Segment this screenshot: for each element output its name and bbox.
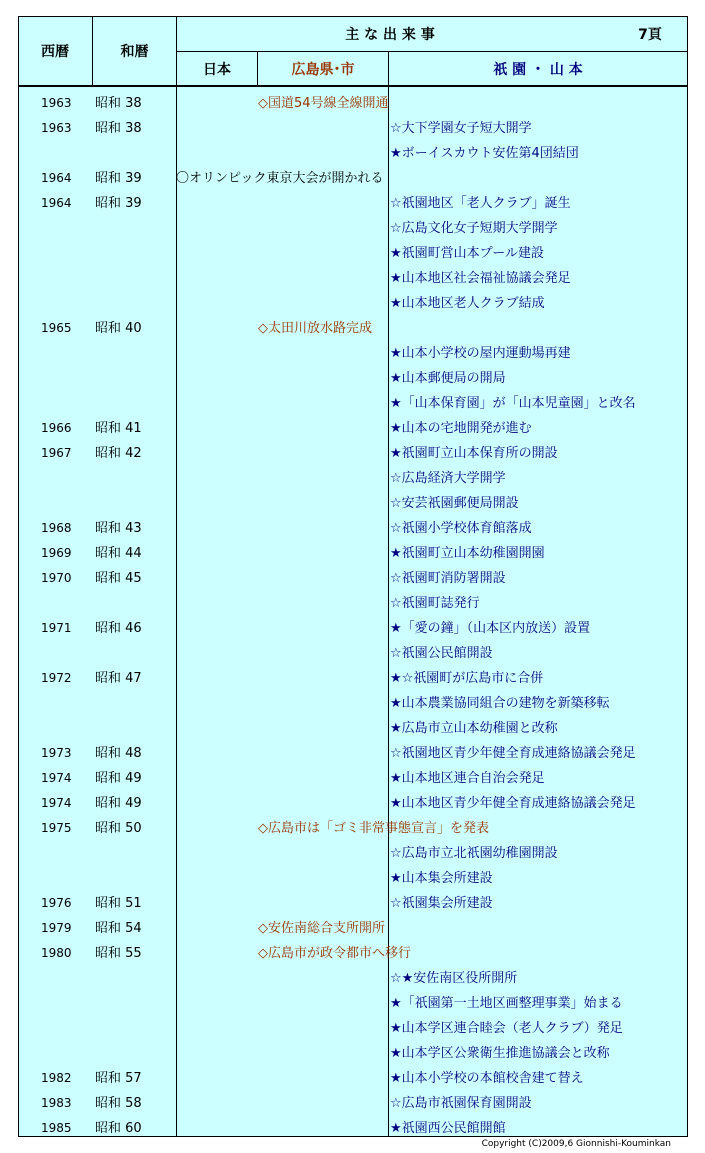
table-row (18, 266, 688, 291)
table-row (18, 666, 688, 691)
table-row (18, 641, 688, 666)
local-event-cell: ★広島市立山本幼稚園と改称 (390, 721, 558, 736)
local-event-cell: ★「愛の鐘」（山本区内放送）設置 (390, 621, 591, 636)
table-row (18, 616, 688, 641)
copyright-footer: Copyright (C)2009,6 Gionnishi-Kouminkan (481, 1139, 671, 1149)
pref-event-cell: ◇広島市が政令都市へ移行 (258, 946, 411, 961)
year-cell: 1969 (41, 546, 72, 560)
local-event-cell: ★山本集会所建設 (390, 871, 493, 886)
year-cell: 1974 (41, 796, 72, 810)
era-cell: 昭和 57 (95, 1071, 142, 1086)
local-event-cell: ☆広島市立北祇園幼稚園開設 (390, 846, 558, 861)
local-event-cell: ★山本地区老人クラブ結成 (390, 296, 545, 311)
era-cell: 昭和 47 (95, 671, 142, 686)
era-cell: 昭和 60 (95, 1121, 142, 1136)
era-cell: 昭和 50 (95, 821, 142, 836)
year-cell: 1972 (41, 671, 72, 685)
pref-event-cell: ◇国道54号線全線開通 (258, 96, 389, 111)
local-event-cell: ★☆祇園町が広島市に合併 (390, 671, 544, 686)
header-local: 祇 園 ・ 山 本 (493, 61, 583, 78)
local-event-cell: ★「山本保育園」が「山本児童園」と改名 (390, 396, 636, 411)
local-event-cell: ★山本小学校の本館校舎建て替え (390, 1071, 584, 1086)
table-row (18, 341, 688, 366)
local-event-cell: ★山本学区連合睦会（老人クラブ）発足 (390, 1021, 623, 1036)
page-number: 7頁 (638, 27, 662, 43)
local-event-cell: ★「祇園第一土地区画整理事業」始まる (390, 996, 623, 1011)
header-era: 和暦 (120, 44, 149, 60)
era-cell: 昭和 55 (95, 946, 142, 961)
table-row (18, 816, 688, 841)
table-row (18, 866, 688, 891)
local-event-cell: ☆祇園集会所建設 (390, 896, 493, 911)
local-event-cell: ☆★安佐南区役所開所 (390, 971, 518, 986)
local-event-cell: ☆祇園町誌発行 (390, 596, 480, 611)
local-event-cell: ☆祇園小学校体育館落成 (390, 521, 532, 536)
year-cell: 1975 (41, 821, 72, 835)
local-event-cell: ★山本地区青少年健全育成連絡協議会発足 (390, 796, 636, 811)
header-japan: 日本 (203, 61, 231, 78)
local-event-cell: ☆安芸祇園郵便局開設 (390, 496, 519, 511)
table-row (18, 91, 688, 116)
pref-event-cell: ◇広島市は「ゴミ非常事態宣言」を発表 (258, 821, 489, 836)
table-row (18, 1041, 688, 1066)
local-event-cell: ★山本農業協同組合の建物を新築移転 (390, 696, 610, 711)
year-cell: 1964 (41, 171, 72, 185)
era-cell: 昭和 41 (95, 421, 142, 436)
table-row (18, 141, 688, 166)
local-event-cell: ★祇園町立山本幼稚園開園 (390, 546, 545, 561)
year-cell: 1964 (41, 196, 72, 210)
era-cell: 昭和 49 (95, 771, 142, 786)
era-cell: 昭和 38 (95, 121, 142, 136)
table-row (18, 891, 688, 916)
table-row (18, 541, 688, 566)
local-event-cell: ★山本地区連合自治会発足 (390, 771, 545, 786)
table-row (18, 1116, 688, 1141)
local-event-cell: ★山本地区社会福祉協議会発足 (390, 271, 571, 286)
table-row (18, 291, 688, 316)
table-row (18, 591, 688, 616)
year-cell: 1966 (41, 421, 72, 435)
table-row (18, 1066, 688, 1091)
era-cell: 昭和 46 (95, 621, 142, 636)
year-cell: 1971 (41, 621, 72, 635)
table-row (18, 966, 688, 991)
table-row (18, 391, 688, 416)
table-row (18, 791, 688, 816)
local-event-cell: ★山本郵便局の開局 (390, 371, 506, 386)
table-row (18, 766, 688, 791)
local-event-cell: ☆祇園地区青少年健全育成連絡協議会発足 (390, 746, 636, 761)
local-event-cell: ☆広島文化女子短期大学開学 (390, 221, 558, 236)
local-event-cell: ★祇園西公民館開館 (390, 1121, 506, 1136)
local-event-cell: ★山本学区公衆衛生推進協議会と改称 (390, 1046, 610, 1061)
table-row (18, 441, 688, 466)
table-row (18, 466, 688, 491)
local-event-cell: ☆広島市祇園保育園開設 (390, 1096, 532, 1111)
local-event-cell: ☆祇園町消防署開設 (390, 571, 506, 586)
header-main-events: 主 な 出 来 事 (345, 27, 435, 43)
year-cell: 1965 (41, 321, 72, 335)
era-cell: 昭和 44 (95, 546, 142, 561)
table-row (18, 941, 688, 966)
era-cell: 昭和 58 (95, 1096, 142, 1111)
local-event-cell: ☆祇園公民館開設 (390, 646, 493, 661)
header-bottom-line (18, 85, 688, 87)
table-row (18, 241, 688, 266)
year-cell: 1968 (41, 521, 72, 535)
table-row (18, 1091, 688, 1116)
year-cell: 1982 (41, 1071, 72, 1085)
table-row (18, 1016, 688, 1041)
local-event-cell: ★祇園町営山本プール建設 (390, 246, 545, 261)
era-cell: 昭和 39 (95, 196, 142, 211)
local-event-cell: ★山本小学校の屋内運動場再建 (390, 346, 571, 361)
year-cell: 1963 (41, 96, 72, 110)
year-cell: 1974 (41, 771, 72, 785)
year-cell: 1985 (41, 1121, 72, 1135)
table-row (18, 491, 688, 516)
era-cell: 昭和 42 (95, 446, 142, 461)
table-row (18, 166, 688, 191)
era-cell: 昭和 39 (95, 171, 142, 186)
era-cell: 昭和 43 (95, 521, 142, 536)
year-cell: 1979 (41, 921, 72, 935)
year-cell: 1963 (41, 121, 72, 135)
table-row (18, 841, 688, 866)
local-event-cell: ★山本の宅地開発が進む (390, 421, 532, 436)
local-event-cell: ★ボーイスカウト安佐第4団結団 (390, 146, 579, 161)
local-event-cell: ★祇園町立山本保育所の開設 (390, 446, 558, 461)
era-cell: 昭和 40 (95, 321, 142, 336)
table-row (18, 116, 688, 141)
local-event-cell: ☆大下学園女子短大開学 (390, 121, 532, 136)
era-cell: 昭和 38 (95, 96, 142, 111)
table-row (18, 691, 688, 716)
year-cell: 1967 (41, 446, 72, 460)
year-cell: 1970 (41, 571, 72, 585)
pref-event-cell: ◇太田川放水路完成 (258, 321, 372, 336)
table-row (18, 566, 688, 591)
table-row (18, 916, 688, 941)
pref-event-cell: ◇安佐南総合支所開所 (258, 921, 385, 936)
year-cell: 1980 (41, 946, 72, 960)
table-row (18, 366, 688, 391)
table-row (18, 216, 688, 241)
japan-event-cell: 〇オリンピック東京大会が開かれる (176, 171, 384, 186)
year-cell: 1973 (41, 746, 72, 760)
header-pref: 広島県･市 (291, 61, 355, 78)
era-cell: 昭和 49 (95, 796, 142, 811)
table-row (18, 991, 688, 1016)
table-row (18, 316, 688, 341)
table-row (18, 416, 688, 441)
table-row (18, 191, 688, 216)
era-cell: 昭和 51 (95, 896, 142, 911)
table-row (18, 716, 688, 741)
table-row (18, 741, 688, 766)
local-event-cell: ☆祇園地区「老人クラブ」誕生 (390, 196, 571, 211)
era-cell: 昭和 45 (95, 571, 142, 586)
header-year: 西暦 (41, 44, 69, 60)
table-row (18, 516, 688, 541)
local-event-cell: ☆広島経済大学開学 (390, 471, 506, 486)
year-cell: 1983 (41, 1096, 72, 1110)
era-cell: 昭和 48 (95, 746, 142, 761)
era-cell: 昭和 54 (95, 921, 142, 936)
year-cell: 1976 (41, 896, 72, 910)
